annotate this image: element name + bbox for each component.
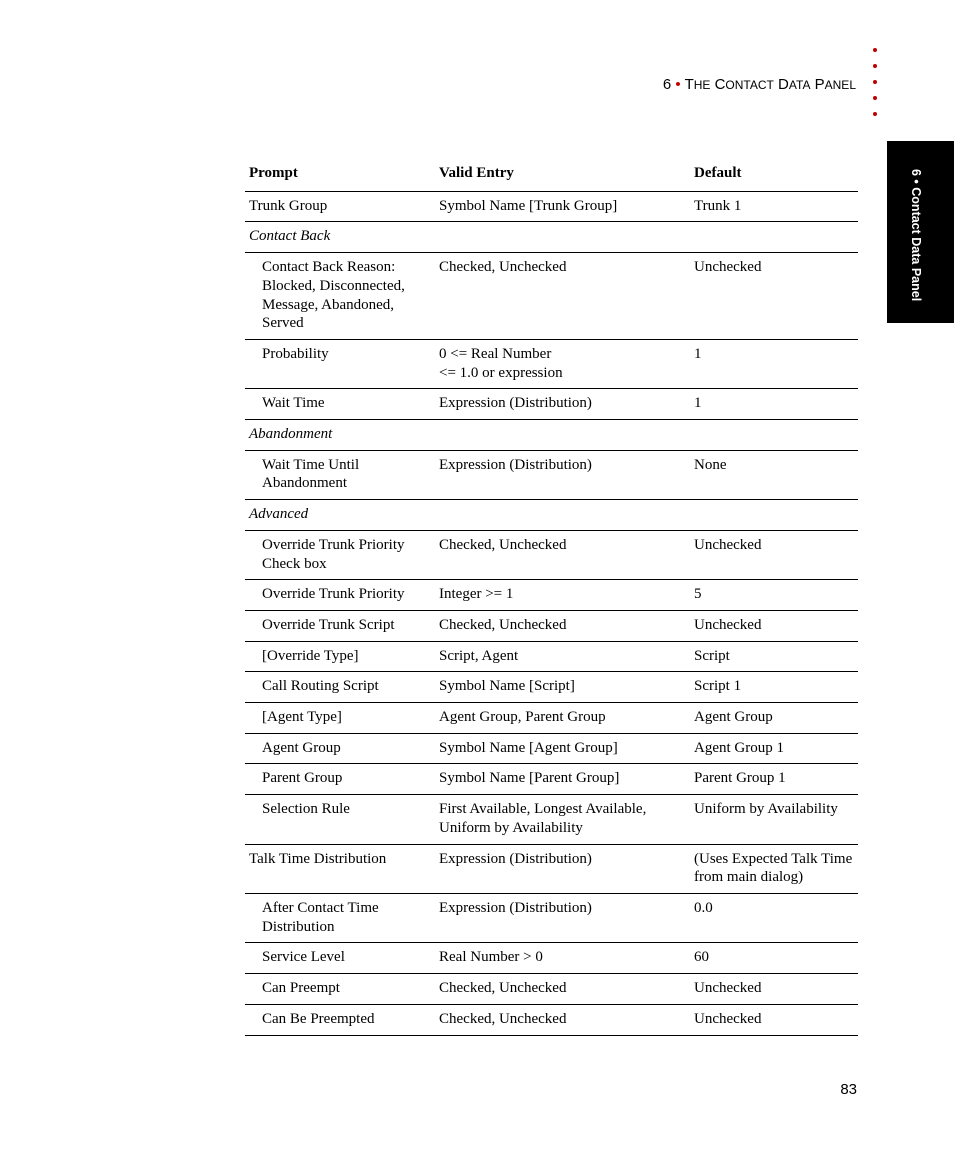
cell-prompt: Wait Time (245, 389, 435, 420)
cell-default: Trunk 1 (690, 191, 858, 222)
dot-icon (873, 48, 877, 52)
cell-default: Unchecked (690, 974, 858, 1005)
cell-prompt: Contact Back Reason: Blocked, Disconnected, Message, Abandoned, Served (245, 253, 435, 340)
table-row (245, 450, 858, 499)
table-row (245, 672, 858, 703)
cell-default: Script (690, 641, 858, 672)
cell-default: Script 1 (690, 672, 858, 703)
table-row (245, 893, 858, 942)
cell-default: Uniform by Availability (690, 795, 858, 844)
title-word (685, 76, 711, 93)
cell-valid-entry: Expression (Distribution) (435, 450, 690, 499)
title-initial: P (814, 76, 825, 93)
cell-prompt: Parent Group (245, 764, 435, 795)
section-row (245, 420, 858, 451)
cell-default: (Uses Expected Talk Time from main dialog) (690, 844, 858, 893)
cell-valid-entry: Expression (Distribution) (435, 389, 690, 420)
section-row (245, 222, 858, 253)
cell-prompt: Talk Time Distribution (245, 844, 435, 893)
chapter-side-tab (887, 141, 954, 323)
cell-valid-entry: Checked, Unchecked (435, 974, 690, 1005)
table-row (245, 703, 858, 734)
cell-default: None (690, 450, 858, 499)
cell-default: Unchecked (690, 1004, 858, 1035)
dot-icon (873, 80, 877, 84)
cell-valid-entry: Expression (Distribution) (435, 893, 690, 942)
cell-valid-entry: First Available, Longest Available, Uniform by Availability (435, 795, 690, 844)
cell-valid-entry: Expression (Distribution) (435, 844, 690, 893)
title-rest: HE (693, 78, 711, 92)
cell-valid-entry: Checked, Unchecked (435, 530, 690, 579)
table-row (245, 339, 858, 388)
cell-default: Agent Group (690, 703, 858, 734)
table-row (245, 389, 858, 420)
table-body (245, 191, 858, 1035)
cell-default: 5 (690, 580, 858, 611)
cell-valid-entry: 0 <= Real Number <= 1.0 or expression (435, 339, 690, 388)
cell-default: 60 (690, 943, 858, 974)
cell-prompt: After Contact Time Distribution (245, 893, 435, 942)
cell-valid-entry: Symbol Name [Trunk Group] (435, 191, 690, 222)
title-rest: ONTACT (725, 78, 774, 92)
column-header-valid-entry: Valid Entry (435, 158, 690, 191)
page-number: 83 (840, 1081, 857, 1098)
cell-prompt: Override Trunk Priority (245, 580, 435, 611)
cell-valid-entry: Agent Group, Parent Group (435, 703, 690, 734)
dot-icon (873, 96, 877, 100)
dot-icon (873, 112, 877, 116)
table-row (245, 191, 858, 222)
table-row (245, 610, 858, 641)
running-header (663, 76, 856, 93)
dot-icon (873, 64, 877, 68)
cell-prompt: [Override Type] (245, 641, 435, 672)
cell-default: Unchecked (690, 610, 858, 641)
title-word (778, 76, 810, 93)
cell-prompt: Wait Time Until Abandonment (245, 450, 435, 499)
cell-default: Unchecked (690, 253, 858, 340)
side-tab-label: 6 • Contact Data Panel (909, 169, 923, 302)
table-header-row (245, 158, 858, 191)
cell-prompt: Call Routing Script (245, 672, 435, 703)
cell-valid-entry: Integer >= 1 (435, 580, 690, 611)
title-rest: ATA (788, 78, 811, 92)
table-row (245, 641, 858, 672)
section-row (245, 500, 858, 531)
title-initial: C (714, 76, 726, 93)
cell-prompt: Can Be Preempted (245, 1004, 435, 1035)
table-row (245, 795, 858, 844)
cell-default: Unchecked (690, 530, 858, 579)
column-header-default: Default (690, 158, 858, 191)
table-row (245, 580, 858, 611)
table-row (245, 974, 858, 1005)
section-label: Advanced (245, 500, 858, 531)
cell-default: 0.0 (690, 893, 858, 942)
title-rest: ANEL (824, 78, 856, 92)
cell-valid-entry: Checked, Unchecked (435, 253, 690, 340)
table-row (245, 764, 858, 795)
table-row (245, 253, 858, 340)
cell-prompt: Probability (245, 339, 435, 388)
cell-prompt: Agent Group (245, 733, 435, 764)
cell-prompt: Can Preempt (245, 974, 435, 1005)
header-bullet: • (675, 76, 681, 93)
table-row (245, 530, 858, 579)
cell-valid-entry: Script, Agent (435, 641, 690, 672)
table-row (245, 844, 858, 893)
cell-default: Parent Group 1 (690, 764, 858, 795)
cell-valid-entry: Symbol Name [Script] (435, 672, 690, 703)
cell-valid-entry: Symbol Name [Parent Group] (435, 764, 690, 795)
cell-default: 1 (690, 339, 858, 388)
margin-dots (873, 48, 881, 128)
cell-prompt: Selection Rule (245, 795, 435, 844)
cell-default: Agent Group 1 (690, 733, 858, 764)
cell-valid-entry: Symbol Name [Agent Group] (435, 733, 690, 764)
cell-prompt: Trunk Group (245, 191, 435, 222)
chapter-title (685, 76, 856, 93)
title-initial: T (684, 76, 694, 93)
title-word (815, 76, 856, 93)
section-label: Contact Back (245, 222, 858, 253)
prompt-table (245, 158, 858, 1036)
chapter-number: 6 (662, 76, 672, 93)
title-word (715, 76, 774, 93)
cell-valid-entry: Checked, Unchecked (435, 1004, 690, 1035)
cell-prompt: Override Trunk Priority Check box (245, 530, 435, 579)
cell-valid-entry: Checked, Unchecked (435, 610, 690, 641)
cell-valid-entry: Real Number > 0 (435, 943, 690, 974)
cell-prompt: Service Level (245, 943, 435, 974)
table-row (245, 733, 858, 764)
cell-prompt: [Agent Type] (245, 703, 435, 734)
title-initial: D (778, 76, 789, 93)
table-row (245, 943, 858, 974)
section-label: Abandonment (245, 420, 858, 451)
cell-prompt: Override Trunk Script (245, 610, 435, 641)
table-row (245, 1004, 858, 1035)
column-header-prompt: Prompt (245, 158, 435, 191)
cell-default: 1 (690, 389, 858, 420)
